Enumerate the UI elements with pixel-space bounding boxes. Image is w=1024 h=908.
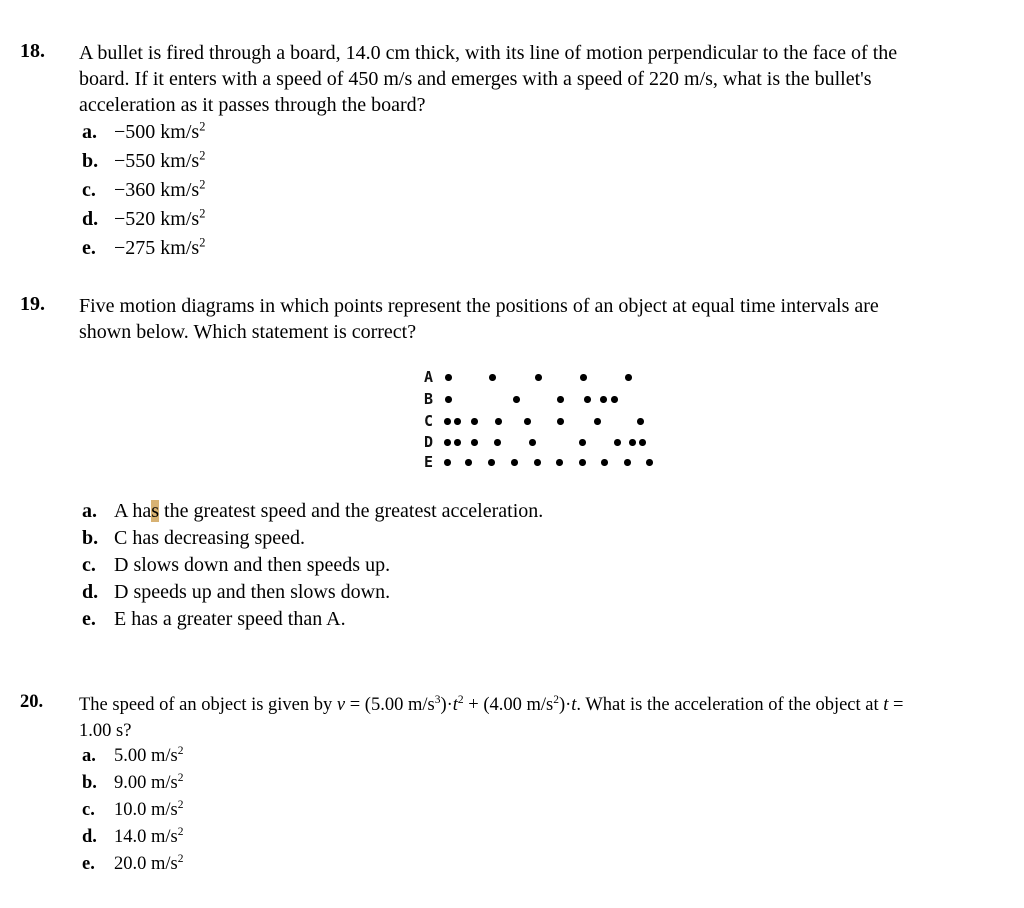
motion-dot	[601, 459, 608, 466]
option-row	[82, 770, 183, 797]
question-20-number: 20.	[20, 692, 44, 712]
motion-dot	[535, 374, 542, 381]
motion-dot	[637, 418, 644, 425]
motion-dot	[445, 396, 452, 403]
motion-dot	[489, 374, 496, 381]
motion-dot	[534, 459, 541, 466]
question-18-number: 18.	[20, 40, 45, 62]
question-text-line: 1.00 s?	[79, 721, 132, 741]
option-row	[82, 743, 183, 770]
question-text-line: shown below. Which statement is correct?	[79, 321, 417, 343]
motion-dot	[471, 418, 478, 425]
option-text: 10.0 $m/s^2$	[114, 798, 184, 820]
question-19-number: 19.	[20, 293, 45, 315]
question-text-line: A bullet is fired through a board, 14.0 cm thick, with its line of motion perpendicular to the face of the	[79, 42, 898, 64]
option-letter: c.	[82, 179, 96, 201]
option-text: C has decreasing speed.	[114, 527, 306, 549]
option-letter: a.	[82, 746, 96, 766]
motion-dot	[524, 418, 531, 425]
motion-dot	[444, 418, 451, 425]
diagram-row-label: B	[424, 390, 434, 408]
option-row	[82, 824, 183, 851]
option-text: D slows down and then speeds up.	[114, 554, 391, 576]
motion-dot	[624, 459, 631, 466]
motion-dot	[557, 418, 564, 425]
diagram-row-label: E	[424, 453, 434, 471]
option-text: −520 $km/s^2$	[114, 206, 206, 230]
option-text: 9.00 $m/s^2$	[114, 771, 184, 793]
motion-dot	[600, 396, 607, 403]
question-20	[20, 692, 903, 744]
motion-dot	[529, 439, 536, 446]
question-text-line: acceleration as it passes through the board?	[79, 94, 426, 116]
option-letter: c.	[82, 800, 95, 820]
motion-dot	[611, 396, 618, 403]
option-letter: e.	[82, 237, 96, 259]
option-text: 5.00 $m/s^2$	[114, 744, 184, 766]
diagram-row-label: C	[424, 412, 434, 430]
motion-dot	[579, 439, 586, 446]
motion-dot	[584, 396, 591, 403]
question-19-options	[82, 498, 543, 633]
motion-dot	[465, 459, 472, 466]
motion-dot	[444, 439, 451, 446]
diagram-row-label: D	[424, 433, 434, 451]
motion-dot	[471, 439, 478, 446]
option-row	[82, 797, 183, 824]
option-text: −275 $km/s^2$	[114, 235, 206, 259]
option-letter: e.	[82, 854, 95, 874]
motion-dot	[557, 396, 564, 403]
option-letter: d.	[82, 208, 99, 230]
motion-dot	[625, 374, 632, 381]
option-text: D speeds up and then slows down.	[114, 581, 391, 603]
motion-dot	[454, 439, 461, 446]
option-text: 20.0 $m/s^2$	[114, 852, 184, 874]
motion-dot	[511, 459, 518, 466]
motion-dot	[594, 418, 601, 425]
option-row	[82, 498, 543, 525]
option-text: 14.0 $m/s^2$	[114, 825, 184, 847]
option-letter: d.	[82, 581, 99, 603]
highlight: s	[151, 500, 160, 522]
question-20-options	[82, 743, 183, 878]
motion-dot	[646, 459, 653, 466]
motion-dot	[579, 459, 586, 466]
motion-dot	[494, 439, 501, 446]
option-row	[82, 579, 543, 606]
motion-dot	[444, 459, 451, 466]
option-text: −550 $km/s^2$	[114, 148, 206, 172]
motion-dot	[513, 396, 520, 403]
option-text: −500 $km/s^2$	[114, 119, 206, 143]
motion-dot	[639, 439, 646, 446]
option-letter: b.	[82, 150, 99, 172]
motion-dot	[454, 418, 461, 425]
diagram-row-label: A	[424, 368, 434, 386]
option-text: −360 $km/s^2$	[114, 177, 206, 201]
question-text-line: board. If it enters with a speed of 450 m/s and emerges with a speed of 220 m/s, what is the bullet's	[79, 68, 872, 90]
option-row	[82, 525, 543, 552]
option-text: E has a greater speed than A.	[114, 608, 346, 630]
question-text-line: Five motion diagrams in which points represent the positions of an object at equal time intervals are	[79, 295, 879, 317]
option-letter: d.	[82, 827, 97, 847]
motion-dot	[488, 459, 495, 466]
question-text-line: The speed of an object is given by v = (5.00 $m/s^3)\cdot t^2 + (4.00$ $m/s^2)\cdot t$. What is the acceleration of the object at t =	[79, 693, 904, 715]
motion-dot	[629, 439, 636, 446]
option-letter: e.	[82, 608, 96, 630]
option-letter: a.	[82, 500, 97, 522]
motion-dot	[556, 459, 563, 466]
option-text: A has the greatest speed and the greatest acceleration.	[114, 500, 544, 522]
motion-dot	[495, 418, 502, 425]
option-letter: b.	[82, 773, 97, 793]
motion-dot	[445, 374, 452, 381]
option-row	[82, 606, 543, 633]
option-row	[82, 851, 183, 878]
option-letter: b.	[82, 527, 99, 549]
motion-dot	[580, 374, 587, 381]
motion-dot	[614, 439, 621, 446]
option-letter: c.	[82, 554, 96, 576]
option-row	[82, 552, 543, 579]
option-letter: a.	[82, 121, 97, 143]
question-20-text	[79, 692, 903, 744]
